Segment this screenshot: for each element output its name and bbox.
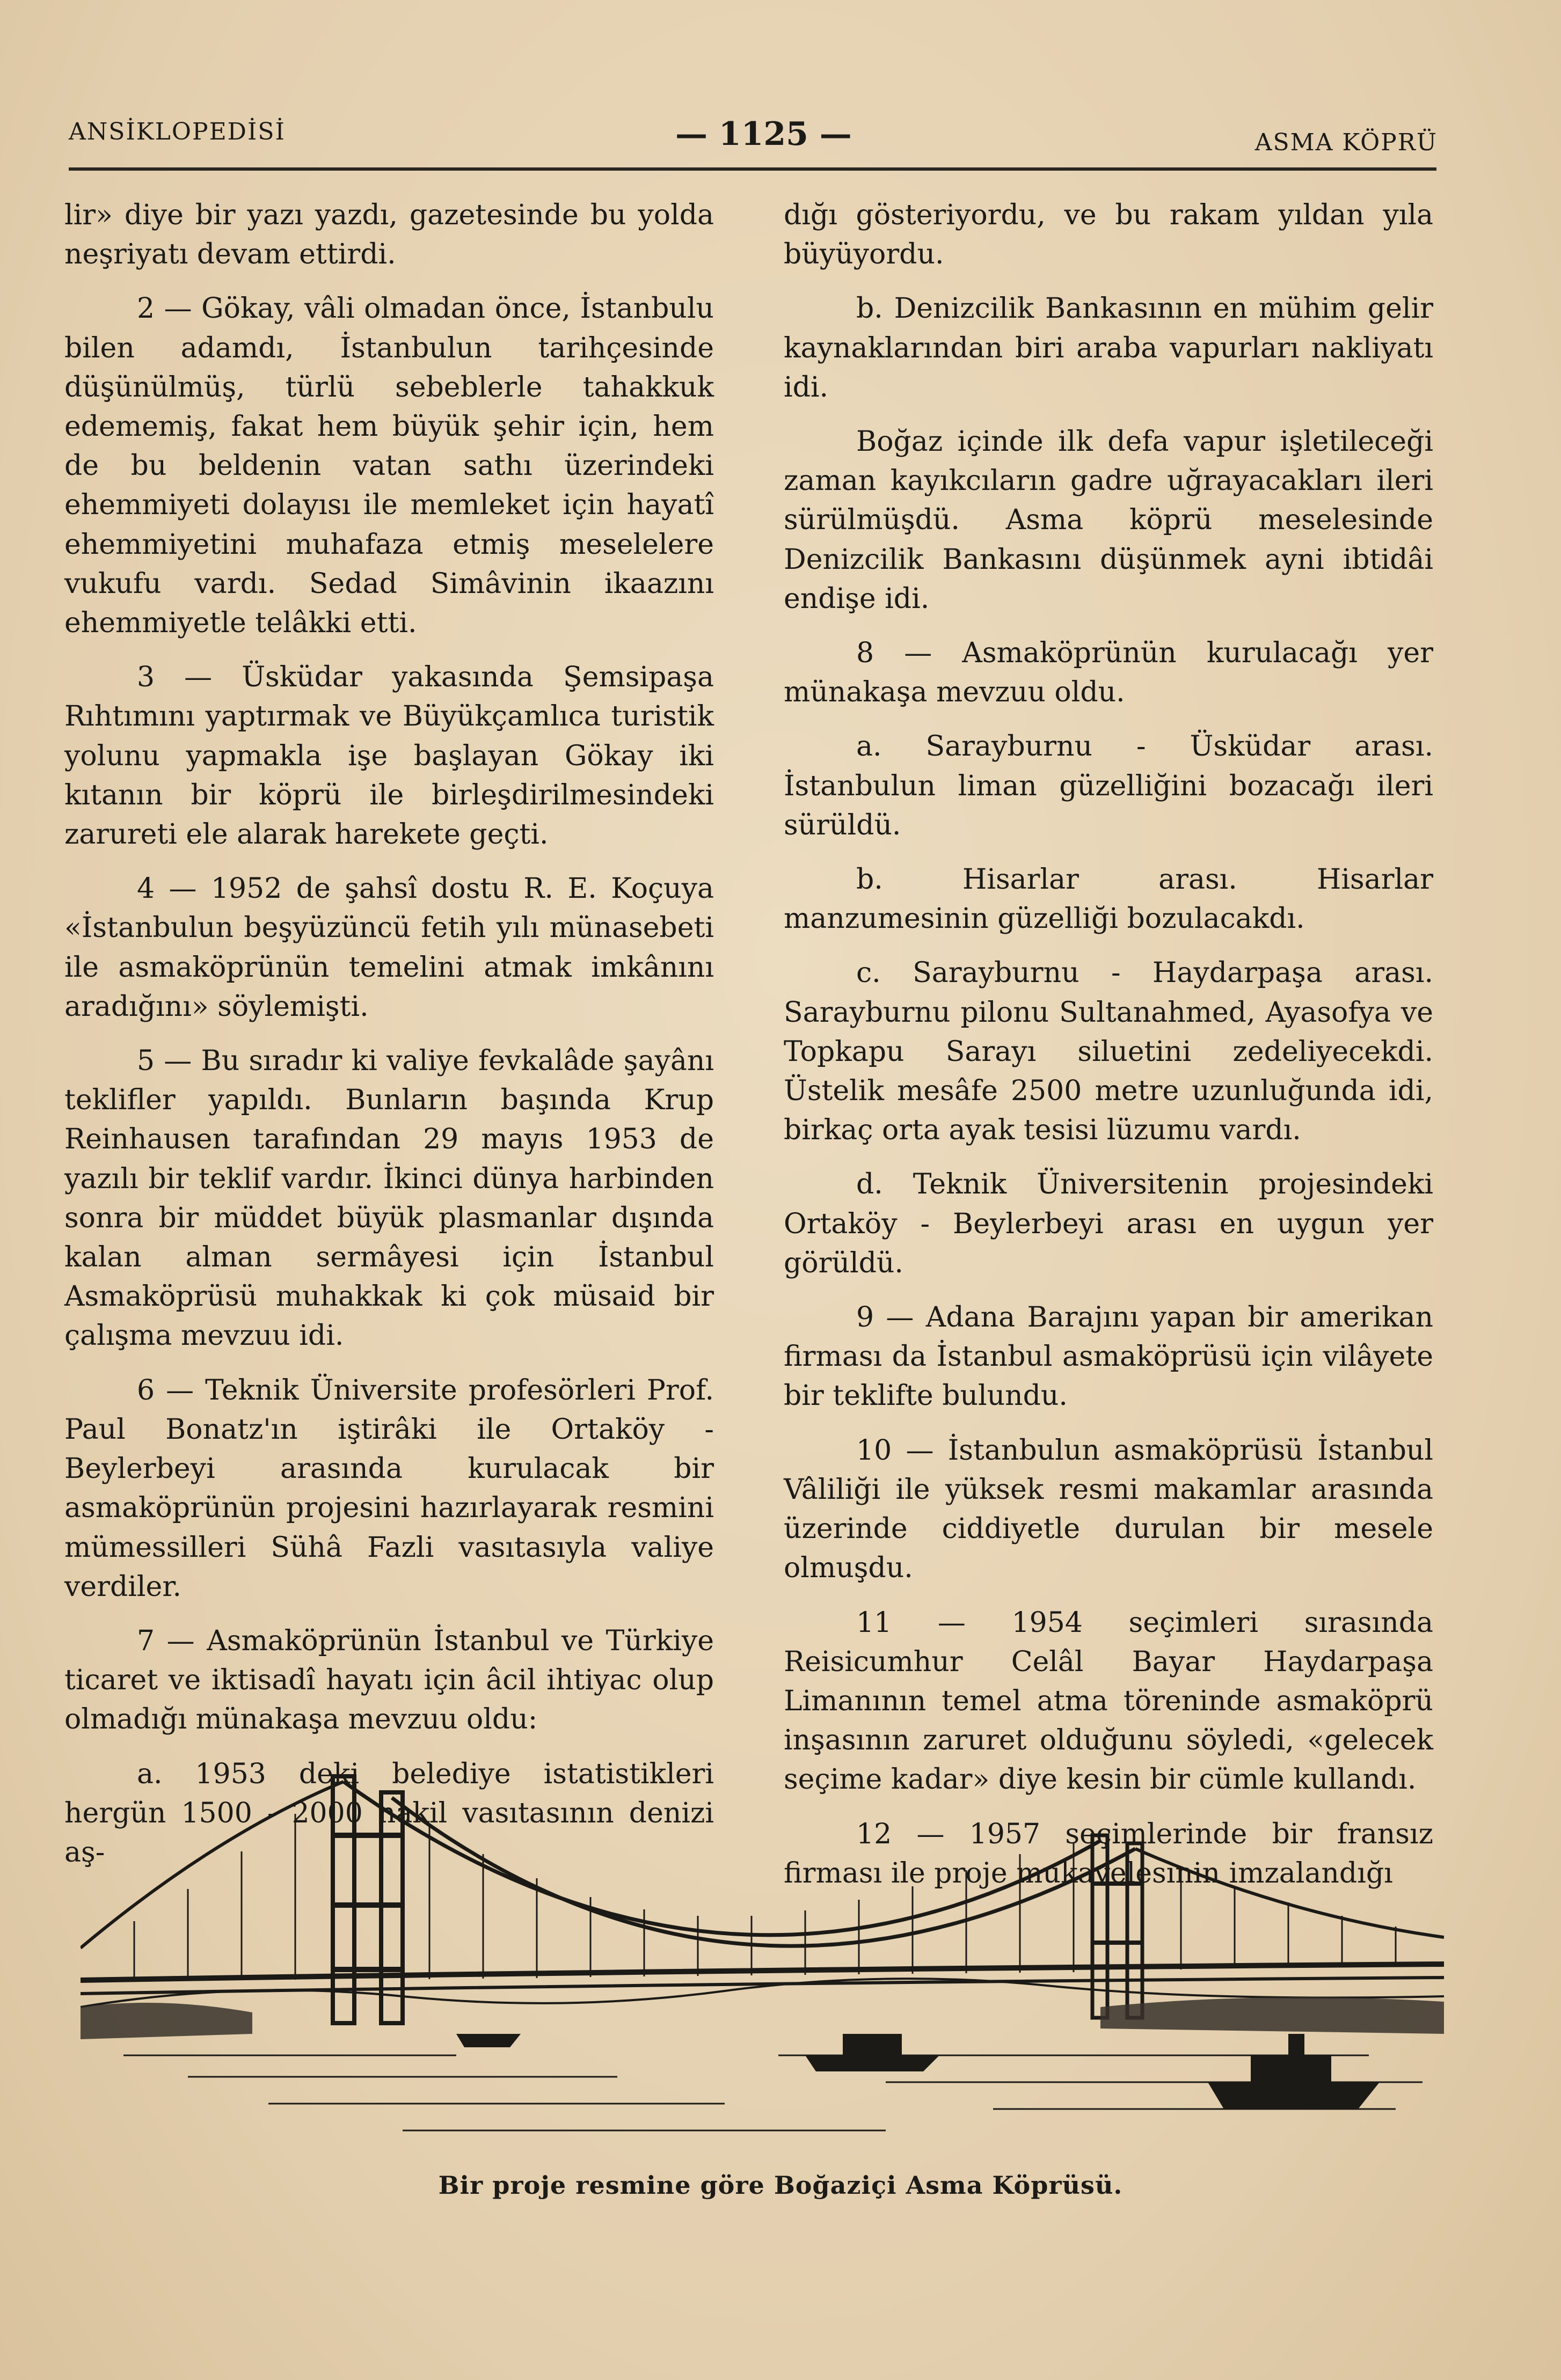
right-column	[784, 196, 1433, 1893]
paragraph: Boğaz içinde ilk defa vapur işletileceği zaman kayıkcıların gadre uğrayacakları ileri sürülmüşdü. Asma köprü meselesinde Denizcilik Bankasını düşünmek ayni ibtidâi endişe idi.	[784, 426, 1433, 615]
figure-caption: Bir proje resmine göre Boğaziçi Asma Köprüsü.	[438, 2171, 1123, 2200]
paragraph: 11 — 1954 seçimleri sırasında Reisicumhur Celâl Bayar Haydarpaşa Limanının temel atma töreninde asmaköprü inşasının zaruret olduğunu söyledi, «gelecek seçime kadar» diye kesin bir cümle kullandı.	[784, 1606, 1433, 1796]
paragraph: 10 — İstanbulun asmaköprüsü İstanbul Vâliliği ile yüksek resmi makamlar arasında üzerinde ciddiyetle durulan bir mesele olmuşdu.	[784, 1434, 1433, 1585]
header-rule	[69, 167, 1436, 171]
page-header	[69, 102, 1438, 166]
paragraph: 6 — Teknik Üniversite profesörleri Prof. Paul Bonatz'ın iştirâki ile Ortaköy - Beylerbeyi arasında kurulacak bir asmaköprünün projesini hazırlayarak resmini mümessilleri Sühâ Fazli vasıtasıyla valiye verdiler.	[64, 1374, 714, 1603]
paragraph: 5 — Bu sıradır ki valiye fevkalâde şayânı teklifler yapıldı. Bunların başında Krup Reinhausen tarafından 29 mayıs 1953 de yazılı bir teklif vardır. İkinci dünya harbinden sonra bir müddet büyük plasmanlar dışında kalan alman sermâyesi için İstanbul Asmaköprüsü muhakkak ki çok müsaid bir çalışma mevzuu idi.	[64, 1045, 714, 1352]
header-entry-title: ASMA KÖPRÜ	[1254, 129, 1438, 156]
header-encyclopedia-title: ANSİKLOPEDİSİ	[69, 118, 286, 145]
paragraph: b. Denizcilik Bankasının en mühim gelir kaynaklarından biri araba vapurları nakliyatı idi.	[784, 292, 1433, 404]
paragraph: b. Hisarlar arası. Hisarlar manzumesinin güzelliği bozulacakdı.	[784, 863, 1433, 935]
paragraph: 2 — Gökay, vâli olmadan önce, İstanbulu bilen adamdı, İstanbulun tarihçesinde düşünülmüş, türlü sebeblerle tahakkuk edememiş, fakat hem büyük şehir için, hem de bu beldenin vatan sathı üzerindeki ehemmiyeti dolayısı ile memleket için hayatî ehemmiyetini muhafaza etmiş meselelere vukufu vardı. Sedad Simâvinin ikaazını ehemmiyetle telâkki etti.	[64, 292, 714, 640]
paragraph: a. Sarayburnu - Üsküdar arası. İstanbulun liman güzelliğini bozacağı ileri sürüldü.	[784, 730, 1433, 841]
paragraph: c. Sarayburnu - Haydarpaşa arası. Sarayburnu pilonu Sultanahmed, Ayasofya ve Topkapu Sarayı siluetini zedeliyecekdi. Üstelik mesâfe 2500 metre uzunluğunda idi, birkaç orta ayak tesisi lüzumu vardı.	[784, 957, 1433, 1147]
paragraph: lir» diye bir yazı yazdı, gazetesinde bu yolda neşriyatı devam ettirdi.	[64, 199, 714, 271]
paragraph: 3 — Üsküdar yakasında Şemsipaşa Rıhtımını yaptırmak ve Büyükçamlıca turistik yolunu yapmakla işe başlayan Gökay iki kıtanın bir köprü ile birleşdirilmesindeki zarureti ele alarak harekete geçti.	[64, 661, 714, 851]
paragraph: a. 1953 deki belediye istatistikleri hergün 1500 - 2000 nakil vasıtasının denizi aş-	[64, 1757, 714, 1869]
page-number: — 1125 —	[675, 115, 852, 153]
paragraph: 8 — Asmaköprünün kurulacağı yer münakaşa mevzuu oldu.	[784, 637, 1433, 709]
left-column	[64, 196, 714, 1872]
bridge-illustration	[81, 1755, 1444, 2173]
paragraph: 7 — Asmaköprünün İstanbul ve Türkiye ticaret ve iktisadî hayatı için âcil ihtiyac olup olmadığı münakaşa mevzuu oldu:	[64, 1624, 714, 1736]
paragraph: dığı gösteriyordu, ve bu rakam yıldan yıla büyüyordu.	[784, 199, 1433, 271]
paragraph: 9 — Adana Barajını yapan bir amerikan firması da İstanbul asmaköprüsü için vilâyete bir teklifte bulundu.	[784, 1301, 1433, 1412]
paragraph: 4 — 1952 de şahsî dostu R. E. Koçuya «İstanbulun beşyüzüncü fetih yılı münasebeti ile asmaköprünün temelini atmak imkânını aradığını» söylemişti.	[64, 873, 714, 1023]
paragraph: 12 — 1957 seçimlerinde bir fransız firması ile proje mukavelesinin imzalandığı	[784, 1818, 1433, 1890]
paragraph: d. Teknik Üniversitenin projesindeki Ortaköy - Beylerbeyi arası en uygun yer görüldü.	[784, 1168, 1433, 1279]
